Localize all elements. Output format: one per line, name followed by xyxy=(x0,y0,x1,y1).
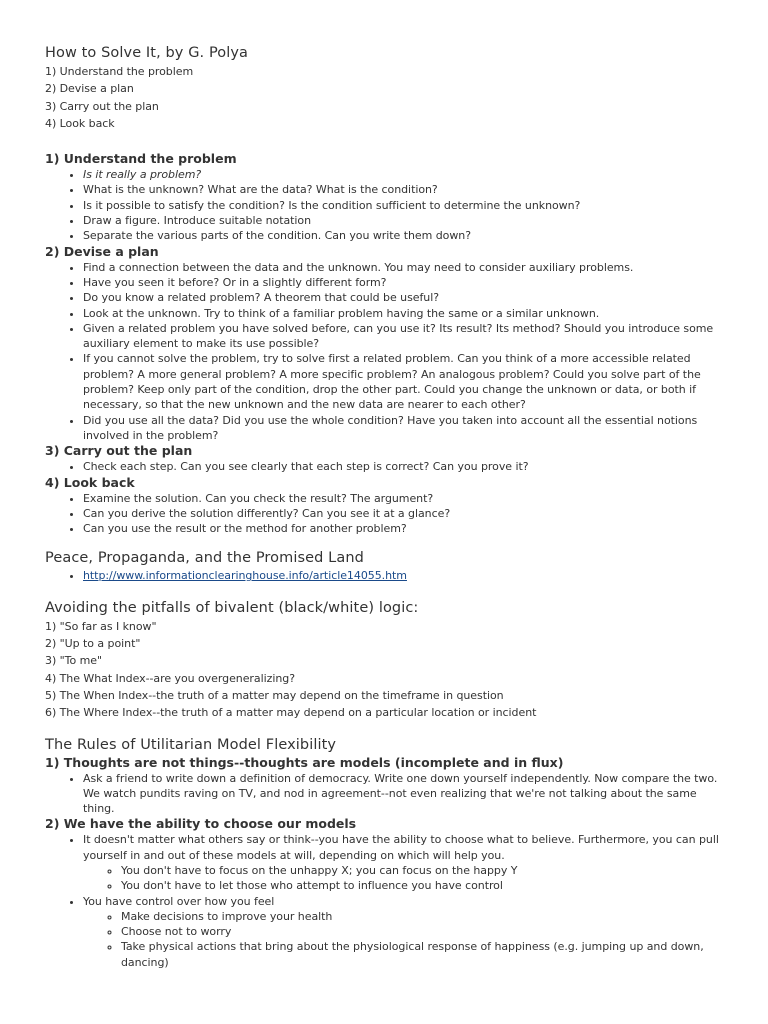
list-item: • Is it possible to satisfy the condition? Is the condition sufficient to determine the unknown? xyxy=(83,198,728,213)
polya-title: How to Solve It, by G. Polya xyxy=(45,45,249,61)
sub-list-item: ◦ Make decisions to improve your health xyxy=(121,909,728,924)
devise-list xyxy=(45,260,728,444)
look-back-list xyxy=(45,491,728,537)
list-item: • Have you seen it before? Or in a slightly different form? xyxy=(83,275,728,290)
section-heading-look-back: 4) Look back xyxy=(45,474,135,490)
list-item: • Did you use all the data? Did you use the whole condition? Have you taken into account all the essential notions involved in the problem? xyxy=(83,413,728,444)
sublist xyxy=(83,909,728,970)
italic-item: Is it really a problem? xyxy=(83,168,202,182)
polya-step: 1) Understand the problem xyxy=(45,65,194,78)
sublist xyxy=(83,863,728,894)
polya-step: 2) Devise a plan xyxy=(45,82,134,96)
pitfall-item: 2) "Up to a point" xyxy=(45,637,141,651)
section-heading-carry-out: 3) Carry out the plan xyxy=(45,443,193,459)
list-item xyxy=(83,832,728,893)
list-item-text: You have control over how you feel xyxy=(83,894,275,908)
sub-list-item: ◦ Take physical actions that bring about the physiological response of happiness (e.g. jumping up and down, dancing) xyxy=(121,939,728,970)
list-item xyxy=(83,568,728,583)
list-item: • What is the unknown? What are the data? What is the condition? xyxy=(83,182,728,197)
understand-list xyxy=(45,167,728,243)
list-item: • Ask a friend to write down a definition of democracy. Write one down yourself independently. Now compare the two. We watch pundits raving on TV, and nod in agreement--not even realizing that we're not talking about the same thing. xyxy=(83,771,728,817)
pitfall-item: 1) "So far as I know" xyxy=(45,619,157,633)
polya-step: 3) Carry out the plan xyxy=(45,99,159,113)
rules-title: The Rules of Utilitarian Model Flexibility xyxy=(45,736,337,753)
list-item: • Find a connection between the data and the unknown. You may need to consider auxiliary problems. xyxy=(83,260,728,275)
list-item: • Can you derive the solution differently? Can you see it at a glance? xyxy=(83,506,728,521)
list-item: • If you cannot solve the problem, try to solve first a related problem. Can you think of a more accessible related problem? A more general problem? A more specific problem? An analogous problem? Could you solve part of the problem? Keep only part of the condition, drop the other part. Could you change the unknown or data, or both if necessary, so that the new unknown and the new data are nearer to each other? xyxy=(83,351,728,412)
list-item: • Separate the various parts of the condition. Can you write them down? xyxy=(83,228,728,243)
section-heading-understand: 1) Understand the problem xyxy=(45,151,237,167)
pitfall-item: 5) The When Index--the truth of a matter may depend on the timeframe in question xyxy=(45,688,504,702)
pitfall-item: 4) The What Index--are you overgeneralizing? xyxy=(45,671,295,685)
sub-list-item: ◦ You don't have to focus on the unhappy X; you can focus on the happy Y xyxy=(121,863,728,878)
polya-step: 4) Look back xyxy=(45,116,115,130)
pitfall-item: 6) The Where Index--the truth of a matter may depend on a particular location or incident xyxy=(45,706,537,720)
rule-heading-choose: 2) We have the ability to choose our models xyxy=(45,816,357,832)
carry-out-list xyxy=(45,459,728,474)
list-item-text: It doesn't matter what others say or think--you have the ability to choose what to believe. Furthermore, you can pull yourself in and out of these models at will, depending on which will help you. xyxy=(83,833,719,862)
list-item: • Draw a figure. Introduce suitable notation xyxy=(83,213,728,228)
section-heading-devise: 2) Devise a plan xyxy=(45,243,159,259)
list-item: • Look at the unknown. Try to think of a familiar problem having the same or a similar unknown. xyxy=(83,306,728,321)
sub-list-item: ◦ Choose not to worry xyxy=(121,924,728,939)
pitfalls-title: Avoiding the pitfalls of bivalent (black/white) logic: xyxy=(45,599,419,616)
list-item: • Do you know a related problem? A theorem that could be useful? xyxy=(83,290,728,305)
sub-list-item: ◦ You don't have to let those who attempt to influence you have control xyxy=(121,878,728,893)
rule1-list xyxy=(45,771,728,817)
list-item: • Examine the solution. Can you check the result? The argument? xyxy=(83,491,728,506)
polya-steps xyxy=(45,63,728,132)
peace-list xyxy=(45,568,728,583)
rule-heading-thoughts: 1) Thoughts are not things--thoughts are models (incomplete and in flux) xyxy=(45,754,564,770)
article-link[interactable]: http://www.informationclearinghouse.info/article14055.htm xyxy=(83,569,407,583)
list-item: • Check each step. Can you see clearly that each step is correct? Can you prove it? xyxy=(83,459,728,474)
pitfalls-list xyxy=(45,618,728,722)
rule2-list xyxy=(45,832,728,970)
pitfall-item: 3) "To me" xyxy=(45,654,102,668)
peace-title: Peace, Propaganda, and the Promised Land xyxy=(45,550,364,567)
list-item xyxy=(83,894,728,970)
list-item: • Given a related problem you have solved before, can you use it? Its result? Its method? Should you introduce some auxiliary element to make its use possible? xyxy=(83,321,728,352)
list-item xyxy=(83,167,728,182)
list-item: • Can you use the result or the method for another problem? xyxy=(83,521,728,536)
